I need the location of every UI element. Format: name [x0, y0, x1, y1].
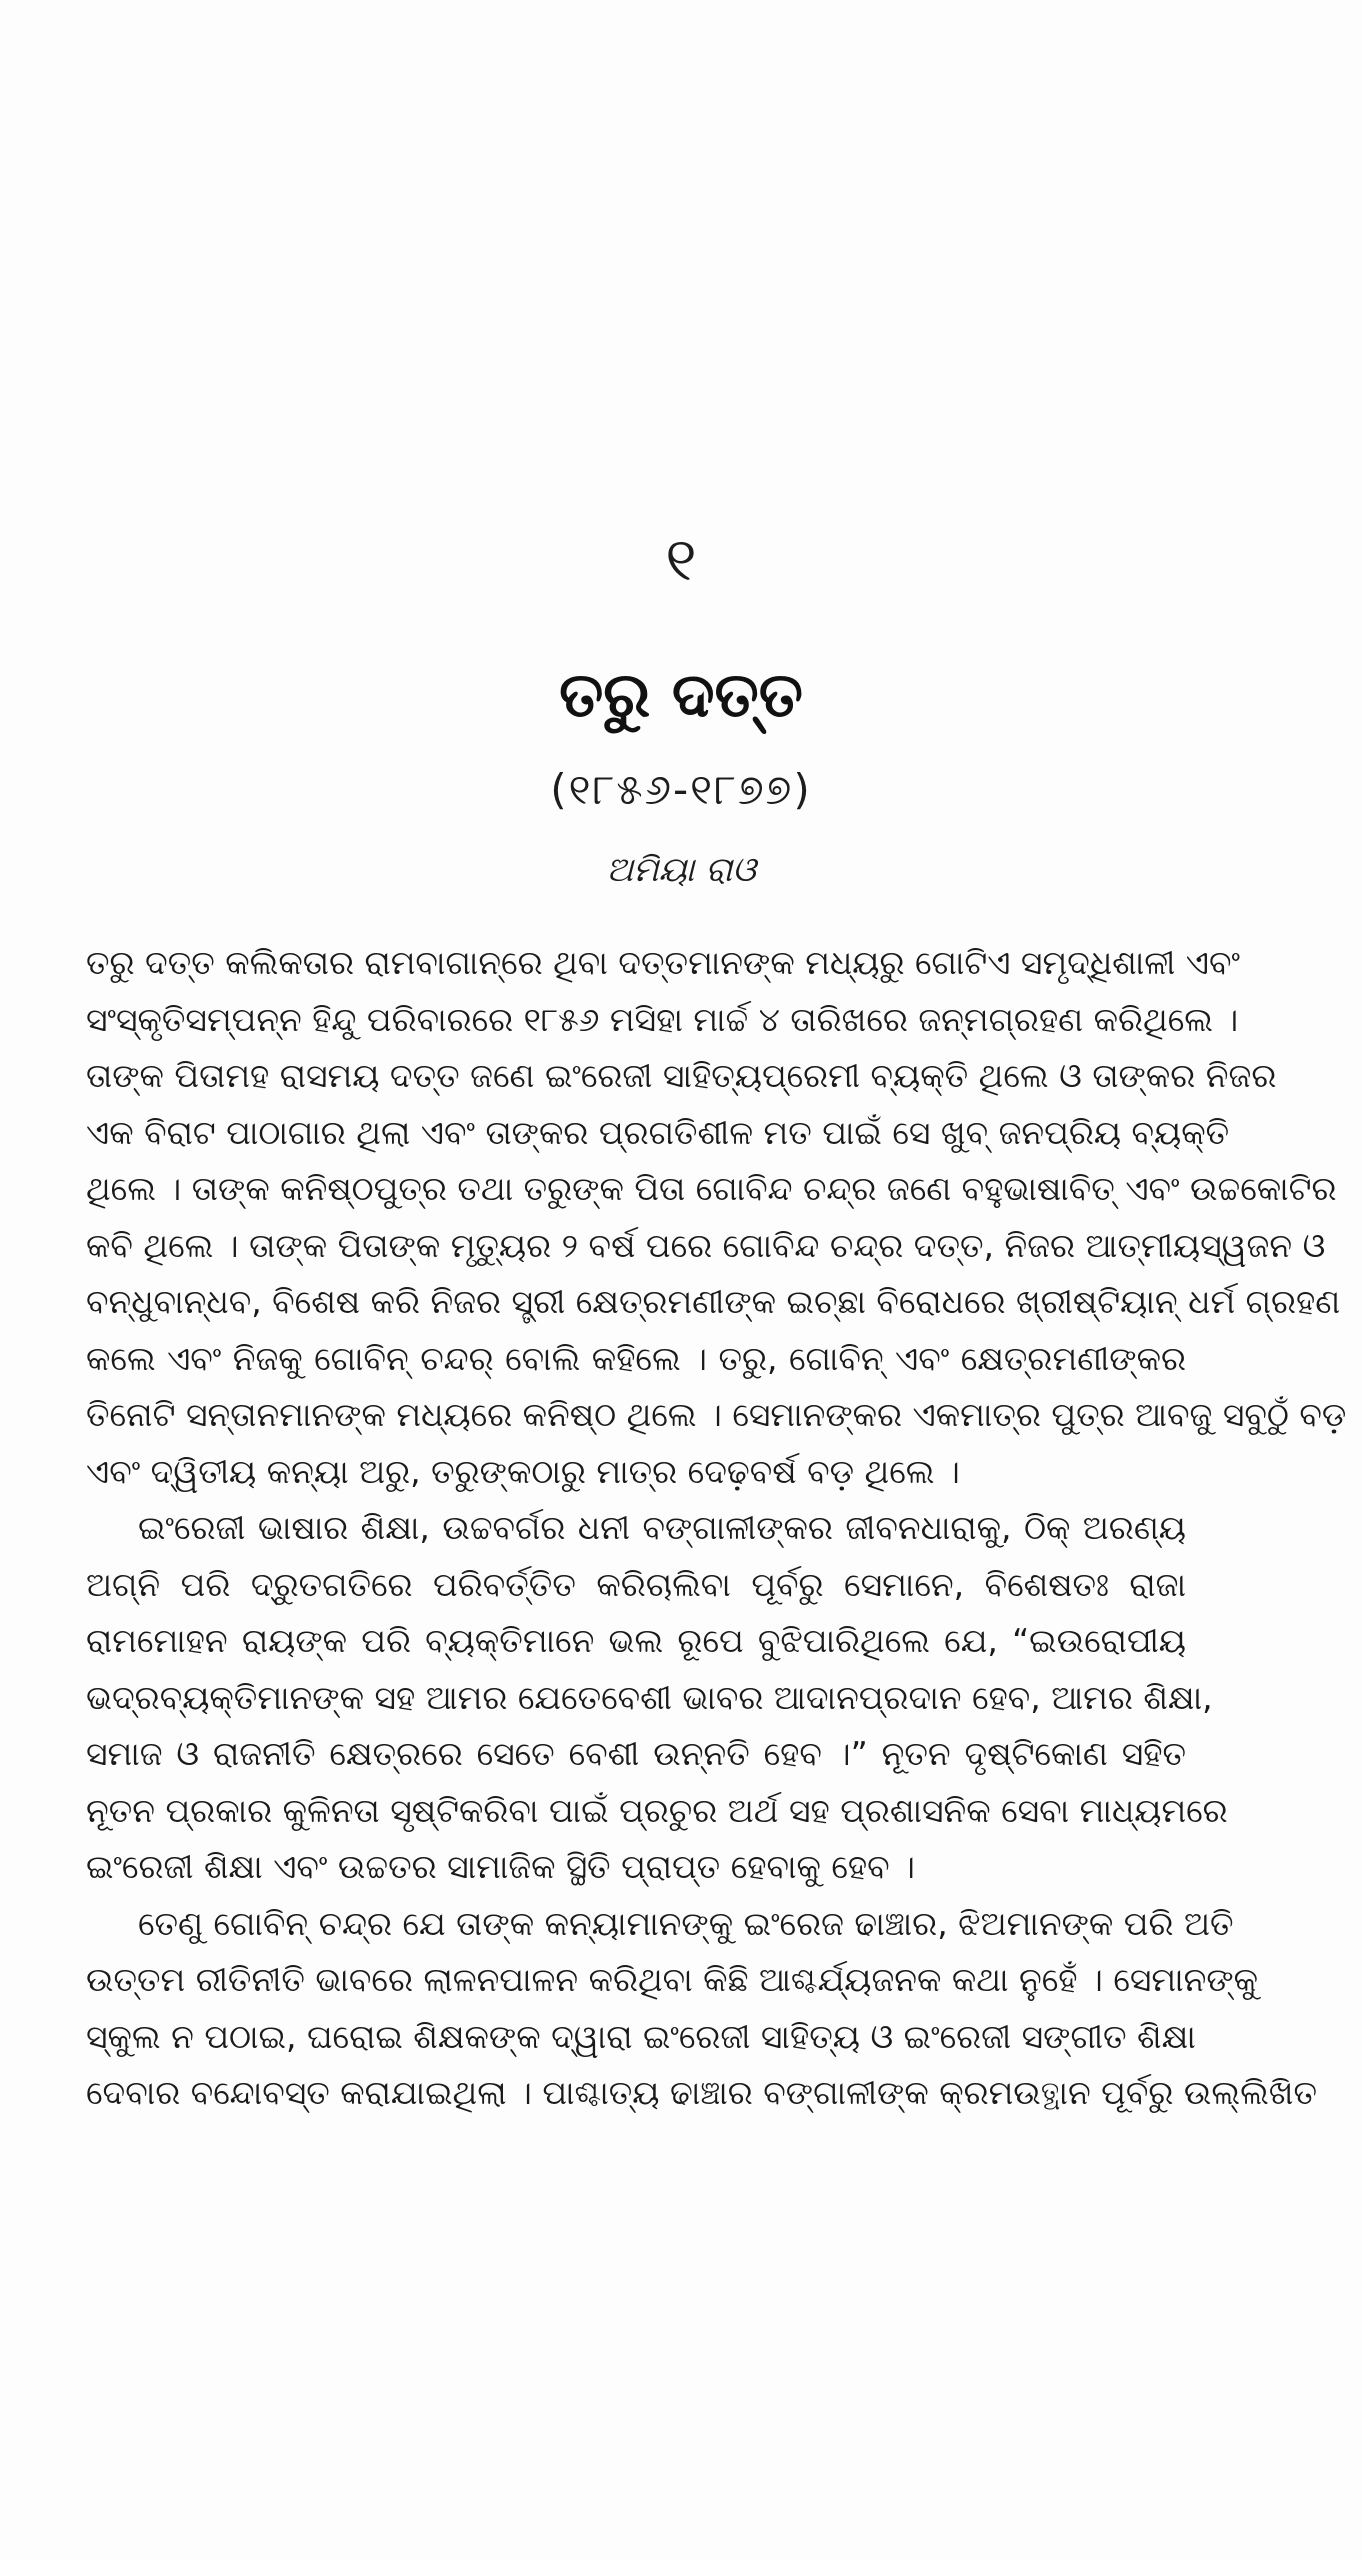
- text-line: ଭଦ୍ରବ୍ୟକ୍ତିମାନଙ୍କ ସହ ଆମର ଯେତେବେଶୀ ଭାବର ଆଦାନପ୍ରଦାନ ହେବ, ଆମର ଶିକ୍ଷା,: [86, 1677, 1213, 1717]
- text-line: ସ୍କୁଲ ନ ପଠାଇ, ଘରୋଇ ଶିକ୍ଷକଙ୍କ ଦ୍ୱାରା ଇଂରେଜୀ ସାହିତ୍ୟ ଓ ଇଂରେଜୀ ସଙ୍ଗୀତ ଶିକ୍ଷା: [86, 2016, 1196, 2056]
- text-line: ତିନୋଟି ସନ୍ତାନମାନଙ୍କ ମଧ୍ୟରେ କନିଷ୍ଠ ଥିଲେ । ସେମାନଙ୍କର ଏକମାତ୍ର ପୁତ୍ର ଆବଜୁ ସବୁଠୁଁ ବଡ଼: [86, 1395, 1347, 1434]
- life-years: (୧୮୫୬-୧୮୭୭): [550, 765, 812, 814]
- text-line: ଏବଂ ଦ୍ୱିତୀୟ କନ୍ୟା ଅରୁ, ତରୁଙ୍କଠାରୁ ମାତ୍ର ଦେଢ଼ବର୍ଷ ବଡ଼ ଥିଲେ ।: [86, 1451, 960, 1491]
- text-line: ଉତ୍ତମ ରୀତିନୀତି ଭାବରେ ଲାଳନପାଳନ କରିଥିବା କିଛି ଆଶ୍ଚର୍ଯ୍ୟଜନକ କଥା ନୁହେଁ । ସେମାନଙ୍କୁ: [86, 1960, 1259, 1999]
- chapter-title: ତରୁ ଦତ୍ତ: [559, 658, 803, 731]
- text-line: ସଂସ୍କୃତିସମ୍ପନ୍ନ ହିନ୍ଦୁ ପରିବାରରେ ୧୮୫୬ ମସିହା ମାର୍ଚ୍ଚ ୪ ତାରିଖରେ ଜନ୍ମଗ୍ରହଣ କରିଥିଲେ ।: [86, 999, 1239, 1039]
- text-line: ଦେବାର ବନ୍ଦୋବସ୍ତ କରାଯାଇଥିଲା । ପାଶ୍ଚାତ୍ୟ ଢାଞ୍ଚାର ବଙ୍ଗାଳୀଙ୍କ କ୍ରମଉତ୍ଥାନ ପୂର୍ବରୁ ଉଲ୍ଲିଖିତ: [86, 2073, 1317, 2112]
- text-line: ସମାଜ ଓ ରାଜନୀତି କ୍ଷେତ୍ରରେ ସେତେ ବେଶୀ ଉନ୍ନତି ହେବ ।” ନୂତନ ଦୃଷ୍ଟିକୋଣ ସହିତ: [86, 1734, 1186, 1773]
- text-line: କବି ଥିଲେ । ତାଙ୍କ ପିତାଙ୍କ ମୃତ୍ୟୁର ୨ ବର୍ଷ ପରେ ଗୋବିନ୍ଦ ଚନ୍ଦ୍ର ଦତ୍ତ, ନିଜର ଆତ୍ମୀୟସ୍ୱଜନ ଓ: [86, 1225, 1326, 1265]
- paragraph-1: [86, 935, 1347, 1500]
- text-line: ଏକ ବିରାଟ ପାଠାଗାର ଥିଲା ଏବଂ ତାଙ୍କର ପ୍ରଗତିଶୀଳ ମତ ପାଇଁ ସେ ଖୁବ୍ ଜନପ୍ରିୟ ବ୍ୟକ୍ତି: [86, 1112, 1230, 1152]
- body-text: [86, 935, 1347, 2122]
- text-line: ତାଙ୍କ ପିତାମହ ରାସମୟ ଦତ୍ତ ଜଣେ ଇଂରେଜୀ ସାହିତ୍ୟପ୍ରେମୀ ବ୍ୟକ୍ତି ଥିଲେ ଓ ତାଙ୍କର ନିଜର: [86, 1056, 1277, 1095]
- text-line: ତରୁ ଦତ୍ତ କଲିକତାର ରାମବାଗାନ୍‌ରେ ଥିବା ଦତ୍ତମାନଙ୍କ ମଧ୍ୟରୁ ଗୋଟିଏ ସମୃଦ୍ଧିଶାଳୀ ଏବଂ: [86, 943, 1240, 982]
- paragraph-3: [86, 1896, 1317, 2122]
- text-line: ଇଂରେଜୀ ଶିକ୍ଷା ଏବଂ ଉଚ୍ଚତର ସାମାଜିକ ସ୍ଥିତି ପ୍ରାପ୍ତ ହେବାକୁ ହେବ ।: [86, 1847, 915, 1886]
- text-line: ତେଣୁ ଗୋବିନ୍ ଚନ୍ଦ୍ର ଯେ ତାଙ୍କ କନ୍ୟାମାନଙ୍କୁ ଇଂରେଜ ଢାଞ୍ଚାର, ଝିଅମାନଙ୍କ ପରି ଅତି: [138, 1903, 1234, 1943]
- text-line: ରାମମୋହନ ରାୟଙ୍କ ପରି ବ୍ୟକ୍ତିମାନେ ଭଲ ରୂପେ ବୁଝିପାରିଥିଲେ ଯେ, “ଇଉରୋପୀୟ: [86, 1621, 1186, 1660]
- text-line: ବନ୍ଧୁବାନ୍ଧବ, ବିଶେଷ କରି ନିଜର ସ୍ତ୍ରୀ କ୍ଷେତ୍ରମଣୀଙ୍କ ଇଚ୍ଛା ବିରୋଧରେ ଖ୍ରୀଷ୍ଟିୟାନ୍ ଧର୍ମ ଗ୍ରହଣ: [86, 1282, 1341, 1321]
- text-line: କଲେ ଏବଂ ନିଜକୁ ଗୋବିନ୍ ଚନ୍ଦର୍ ବୋଲି କହିଲେ । ତରୁ, ଗୋବିନ୍ ଏବଂ କ୍ଷେତ୍ରମଣୀଙ୍କର: [86, 1338, 1186, 1378]
- chapter-number: ୧: [665, 525, 697, 595]
- text-line: ଥିଲେ । ତାଙ୍କ କନିଷ୍ଠପୁତ୍ର ତଥା ତରୁଙ୍କ ପିତା ଗୋବିନ୍ଦ ଚନ୍ଦ୍ର ଜଣେ ବହୁଭାଷାବିତ୍ ଏବଂ ଉଚ୍ଚକୋଟିର: [86, 1169, 1337, 1208]
- text-line: ଇଂରେଜୀ ଭାଷାର ଶିକ୍ଷା, ଉଚ୍ଚବର୍ଗର ଧନୀ ବଙ୍ଗାଳୀଙ୍କର ଜୀବନଧାରାକୁ, ଠିକ୍ ଅରଣ୍ୟ: [138, 1508, 1186, 1547]
- paragraph-2: [86, 1500, 1228, 1896]
- text-line: ନୂତନ ପ୍ରକାର କୁଳିନତା ସୃଷ୍ଟିକରିବା ପାଇଁ ପ୍ରଚୁର ଅର୍ଥ ସହ ପ୍ରଶାସନିକ ସେବା ମାଧ୍ୟମରେ: [86, 1790, 1228, 1830]
- text-line: ଅଗ୍ନି ପରି ଦ୍ରୁତଗତିରେ ପରିବର୍ତ୍ତିତ କରିଚାଲିବା ପୂର୍ବରୁ ସେମାନେ, ବିଶେଷତଃ ରାଜା: [86, 1564, 1186, 1604]
- author-name: ଅମିୟା ରାଓ: [606, 850, 756, 890]
